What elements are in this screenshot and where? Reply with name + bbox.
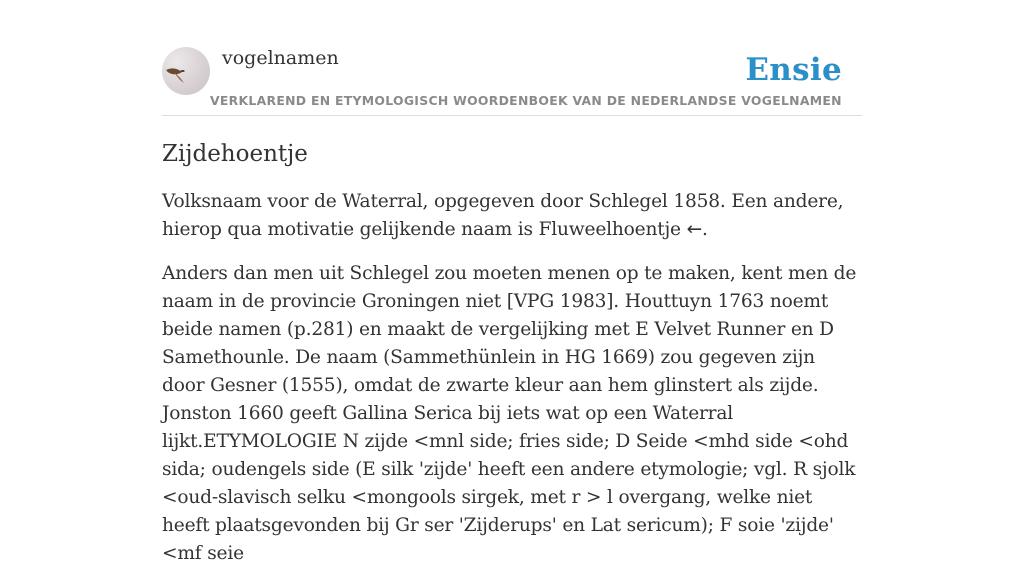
blog-subtitle: VERKLAREND EN ETYMOLOGISCH WOORDENBOEK VAN DE NEDERLANDSE VOGELNAMEN bbox=[210, 93, 842, 108]
bird-photo-icon[interactable] bbox=[162, 47, 210, 95]
page-title: Zijdehoentje bbox=[162, 141, 308, 167]
article bbox=[162, 138, 862, 584]
paragraph-2: Anders dan men uit Schlegel zou moeten menen op te maken, kent men de naam in de provincie Groningen niet [VPG 1983]. Houttuyn 1763 noemt beide namen (p.281) en maakt de vergelijking met E Velvet Runner en D Samethounle. De naam (Sammethünlein in HG 1669) zou gegeven zijn door Gesner (1555), omdat de zwarte kleur aan hem glinstert als zijde. Jonston 1660 geeft Gallina Serica bij iets wat op een Waterral lijkt.ETYMOLOGIE N zijde <mnl side; fries side; D Seide <mhd side <ohd sida; oudengels side (E silk 'zijde' heeft een andere etymologie; vgl. R sjolk <oud-slavisch selku <mongools sirgek, met r > l overgang, welke niet heeft plaatsgevonden bij Gr ser 'Zijderups' en Lat sericum); F soie 'zijde' <mf seie bbox=[162, 263, 857, 564]
blog-name-link[interactable]: vogelnamen bbox=[222, 47, 339, 69]
site-header bbox=[162, 46, 862, 116]
paragraph-1-end: . bbox=[701, 219, 708, 240]
brand-logo[interactable]: Ensie bbox=[745, 52, 842, 88]
left-arrow-icon[interactable]: ← bbox=[686, 219, 702, 240]
paragraph-1 bbox=[162, 188, 862, 244]
paragraph-1-text: Volksnaam voor de Waterral, opgegeven door Schlegel 1858. Een andere, hierop qua motivatie gelijkende naam is Fluweelhoentje bbox=[162, 191, 844, 240]
header-divider bbox=[162, 115, 862, 116]
